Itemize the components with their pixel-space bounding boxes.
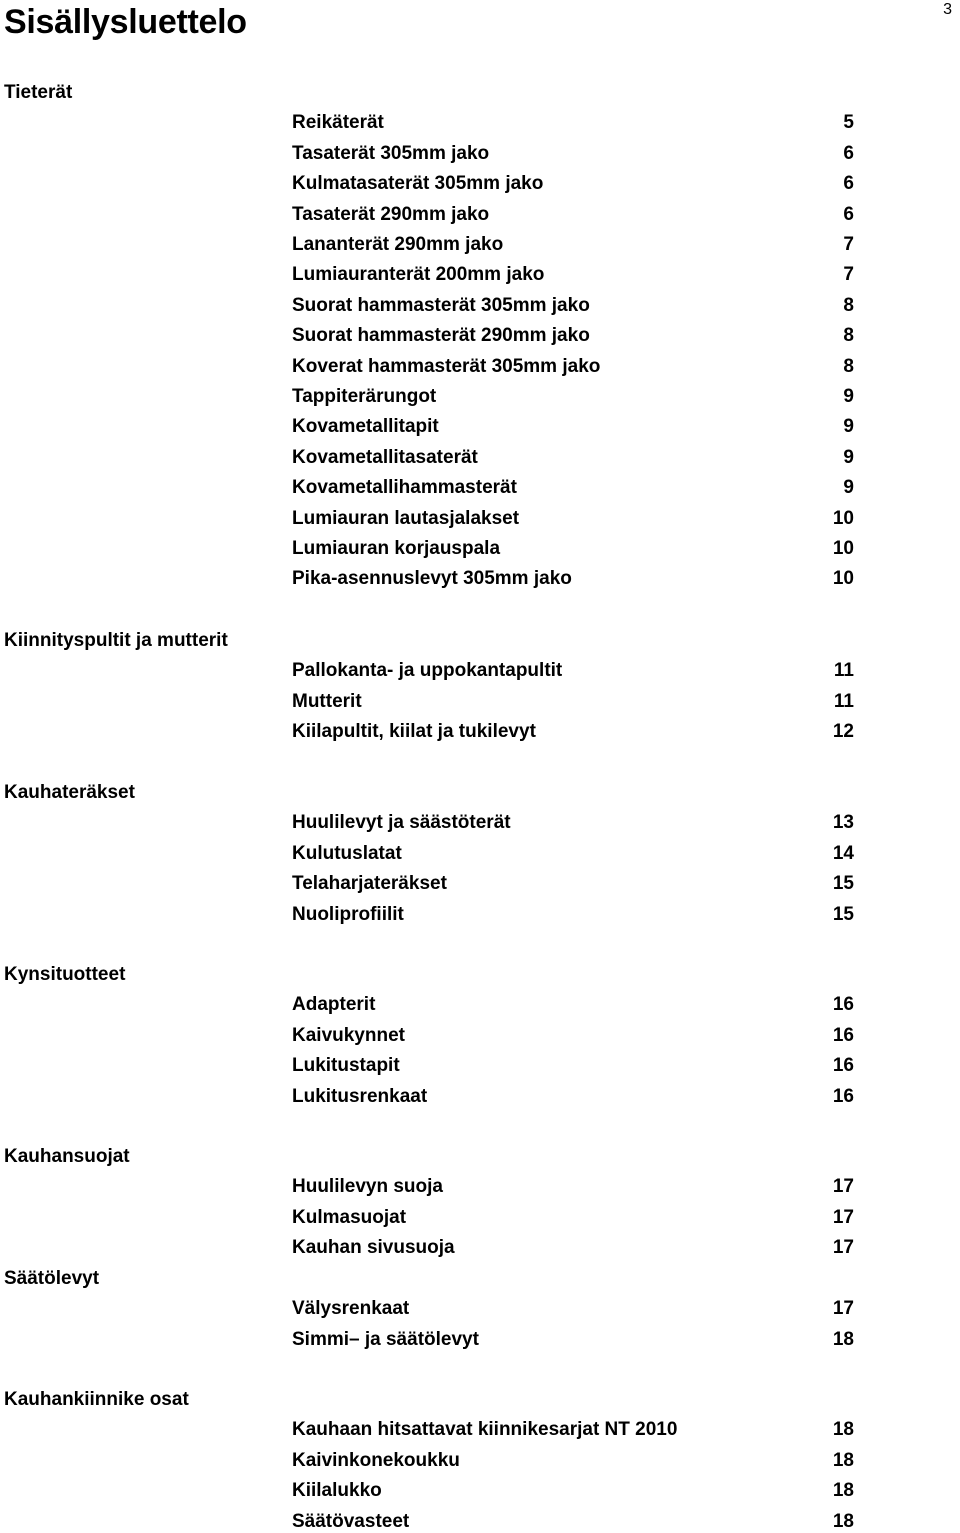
toc-entry[interactable] xyxy=(292,1086,854,1108)
toc-entry[interactable] xyxy=(292,416,854,438)
toc-entry-page-number: 13 xyxy=(832,812,854,833)
section-heading: Kauhansuojat xyxy=(4,1146,130,1167)
toc-entry[interactable] xyxy=(292,356,854,378)
toc-entry[interactable] xyxy=(292,264,854,286)
toc-entry[interactable] xyxy=(292,1511,854,1533)
toc-entry-page-number: 18 xyxy=(832,1480,854,1501)
toc-entry[interactable] xyxy=(292,234,854,256)
toc-entry-page-number: 8 xyxy=(843,325,854,346)
toc-entry[interactable] xyxy=(292,1419,854,1441)
toc-entry-label: Nuoliprofiilit xyxy=(292,904,404,925)
toc-entry-page-number: 9 xyxy=(843,477,854,498)
toc-entry[interactable] xyxy=(292,538,854,560)
toc-entry-label: Pallokanta- ja uppokantapultit xyxy=(292,660,563,681)
toc-entry[interactable] xyxy=(292,295,854,317)
toc-entry[interactable] xyxy=(292,1207,854,1229)
toc-entry-label: Telaharjateräkset xyxy=(292,873,447,894)
toc-entry-label: Säätövasteet xyxy=(292,1511,410,1532)
toc-entry-label: Lukitustapit xyxy=(292,1055,400,1076)
toc-entry[interactable] xyxy=(292,1480,854,1502)
toc-entry-page-number: 8 xyxy=(843,295,854,316)
toc-entry-page-number: 10 xyxy=(832,508,854,529)
toc-entry-label: Huulilevyt ja säästöterät xyxy=(292,812,511,833)
toc-entry-page-number: 15 xyxy=(832,904,854,925)
toc-entry-page-number: 7 xyxy=(843,264,854,285)
toc-entry[interactable] xyxy=(292,1450,854,1472)
toc-entry-page-number: 6 xyxy=(843,204,854,225)
toc-entry[interactable] xyxy=(292,873,854,895)
toc-entry[interactable] xyxy=(292,568,854,590)
toc-entry-page-number: 17 xyxy=(832,1298,854,1319)
toc-entry-page-number: 15 xyxy=(832,873,854,894)
toc-entry[interactable] xyxy=(292,812,854,834)
toc-entry-label: Koverat hammasterät 305mm jako xyxy=(292,356,601,377)
toc-entry-label: Kulmatasaterät 305mm jako xyxy=(292,173,544,194)
toc-entry[interactable] xyxy=(292,1237,854,1259)
toc-entry-label: Kovametallihammasterät xyxy=(292,477,517,498)
toc-entry[interactable] xyxy=(292,1025,854,1047)
toc-entry-page-number: 8 xyxy=(843,356,854,377)
toc-entry-label: Huulilevyn suoja xyxy=(292,1176,443,1197)
section-heading: Säätölevyt xyxy=(4,1268,100,1289)
section-heading: Kauhankiinnike osat xyxy=(4,1389,189,1410)
toc-entry-label: Suorat hammasterät 290mm jako xyxy=(292,325,590,346)
toc-entry-label: Lumiauranterät 200mm jako xyxy=(292,264,545,285)
toc-entry-page-number: 9 xyxy=(843,416,854,437)
toc-entry-page-number: 17 xyxy=(832,1207,854,1228)
toc-entry[interactable] xyxy=(292,904,854,926)
toc-entry-label: Kiilalukko xyxy=(292,1480,382,1501)
toc-entry-page-number: 16 xyxy=(832,994,854,1015)
toc-entry-page-number: 16 xyxy=(832,1055,854,1076)
toc-entry-label: Lumiauran korjauspala xyxy=(292,538,501,559)
toc-entry-label: Lumiauran lautasjalakset xyxy=(292,508,520,529)
toc-entry[interactable] xyxy=(292,1176,854,1198)
toc-entry-page-number: 5 xyxy=(843,112,854,133)
toc-entry-label: Mutterit xyxy=(292,691,362,712)
toc-entry-page-number: 10 xyxy=(832,568,854,589)
toc-entry-page-number: 14 xyxy=(832,843,854,864)
toc-entry[interactable] xyxy=(292,1055,854,1077)
toc-entry-label: Simmi– ja säätölevyt xyxy=(292,1329,479,1350)
toc-entry-page-number: 6 xyxy=(843,143,854,164)
toc-entry-label: Pika-asennuslevyt 305mm jako xyxy=(292,568,572,589)
toc-entry-page-number: 18 xyxy=(832,1450,854,1471)
toc-entry-label: Kauhan sivusuoja xyxy=(292,1237,455,1258)
toc-entry-label: Kovametallitasaterät xyxy=(292,447,478,468)
toc-entry-page-number: 11 xyxy=(833,660,854,681)
toc-entry-label: Lukitusrenkaat xyxy=(292,1086,428,1107)
section-heading: Kynsituotteet xyxy=(4,964,126,985)
toc-entry-page-number: 16 xyxy=(832,1025,854,1046)
toc-entry-label: Kulmasuojat xyxy=(292,1207,407,1228)
toc-entry-label: Tappiterärungot xyxy=(292,386,437,407)
toc-entry[interactable] xyxy=(292,721,854,743)
toc-entry-label: Tasaterät 290mm jako xyxy=(292,204,490,225)
toc-entry-label: Tasaterät 305mm jako xyxy=(292,143,490,164)
toc-entry[interactable] xyxy=(292,477,854,499)
toc-entry[interactable] xyxy=(292,691,854,713)
toc-entry[interactable] xyxy=(292,508,854,530)
toc-entry-page-number: 6 xyxy=(843,173,854,194)
toc-entry-page-number: 9 xyxy=(843,386,854,407)
toc-entry-label: Kulutuslatat xyxy=(292,843,402,864)
toc-entry-page-number: 18 xyxy=(832,1511,854,1532)
toc-entry-page-number: 12 xyxy=(832,721,854,742)
toc-entry-label: Kaivinkonekoukku xyxy=(292,1450,460,1471)
toc-entry[interactable] xyxy=(292,112,854,134)
toc-entry[interactable] xyxy=(292,1329,854,1351)
toc-entry-page-number: 16 xyxy=(832,1086,854,1107)
toc-entry-page-number: 18 xyxy=(832,1329,854,1350)
section-heading: Kiinnityspultit ja mutterit xyxy=(4,630,228,651)
toc-entry-page-number: 11 xyxy=(833,691,854,712)
toc-entry[interactable] xyxy=(292,204,854,226)
toc-entry[interactable] xyxy=(292,447,854,469)
toc-entry[interactable] xyxy=(292,173,854,195)
toc-entry-label: Kovametallitapit xyxy=(292,416,439,437)
toc-entry-label: Adapterit xyxy=(292,994,376,1015)
toc-entry-page-number: 9 xyxy=(843,447,854,468)
toc-entry-label: Reikäterät xyxy=(292,112,384,133)
section-heading: Kauhateräkset xyxy=(4,782,135,803)
page-title: Sisällysluettelo xyxy=(4,3,247,41)
toc-entry-page-number: 10 xyxy=(832,538,854,559)
toc-entry-label: Suorat hammasterät 305mm jako xyxy=(292,295,590,316)
toc-entry-label: Kauhaan hitsattavat kiinnikesarjat NT 2010 xyxy=(292,1419,678,1440)
toc-entry-page-number: 7 xyxy=(843,234,854,255)
toc-entry-page-number: 17 xyxy=(832,1237,854,1258)
page-number: 3 xyxy=(943,1,952,18)
toc-entry[interactable] xyxy=(292,843,854,865)
toc-entry-page-number: 17 xyxy=(832,1176,854,1197)
toc-entry-page-number: 18 xyxy=(832,1419,854,1440)
section-heading: Tieterät xyxy=(4,82,73,103)
toc-entry-label: Lananterät 290mm jako xyxy=(292,234,504,255)
toc-entry[interactable] xyxy=(292,325,854,347)
toc-entry-label: Kiilapultit, kiilat ja tukilevyt xyxy=(292,721,536,742)
toc-entry-label: Välysrenkaat xyxy=(292,1298,410,1319)
toc-entry[interactable] xyxy=(292,994,854,1016)
toc-entry[interactable] xyxy=(292,1298,854,1320)
toc-entry[interactable] xyxy=(292,386,854,408)
toc-entry[interactable] xyxy=(292,143,854,165)
toc-entry-label: Kaivukynnet xyxy=(292,1025,405,1046)
toc-entry[interactable] xyxy=(292,660,854,682)
